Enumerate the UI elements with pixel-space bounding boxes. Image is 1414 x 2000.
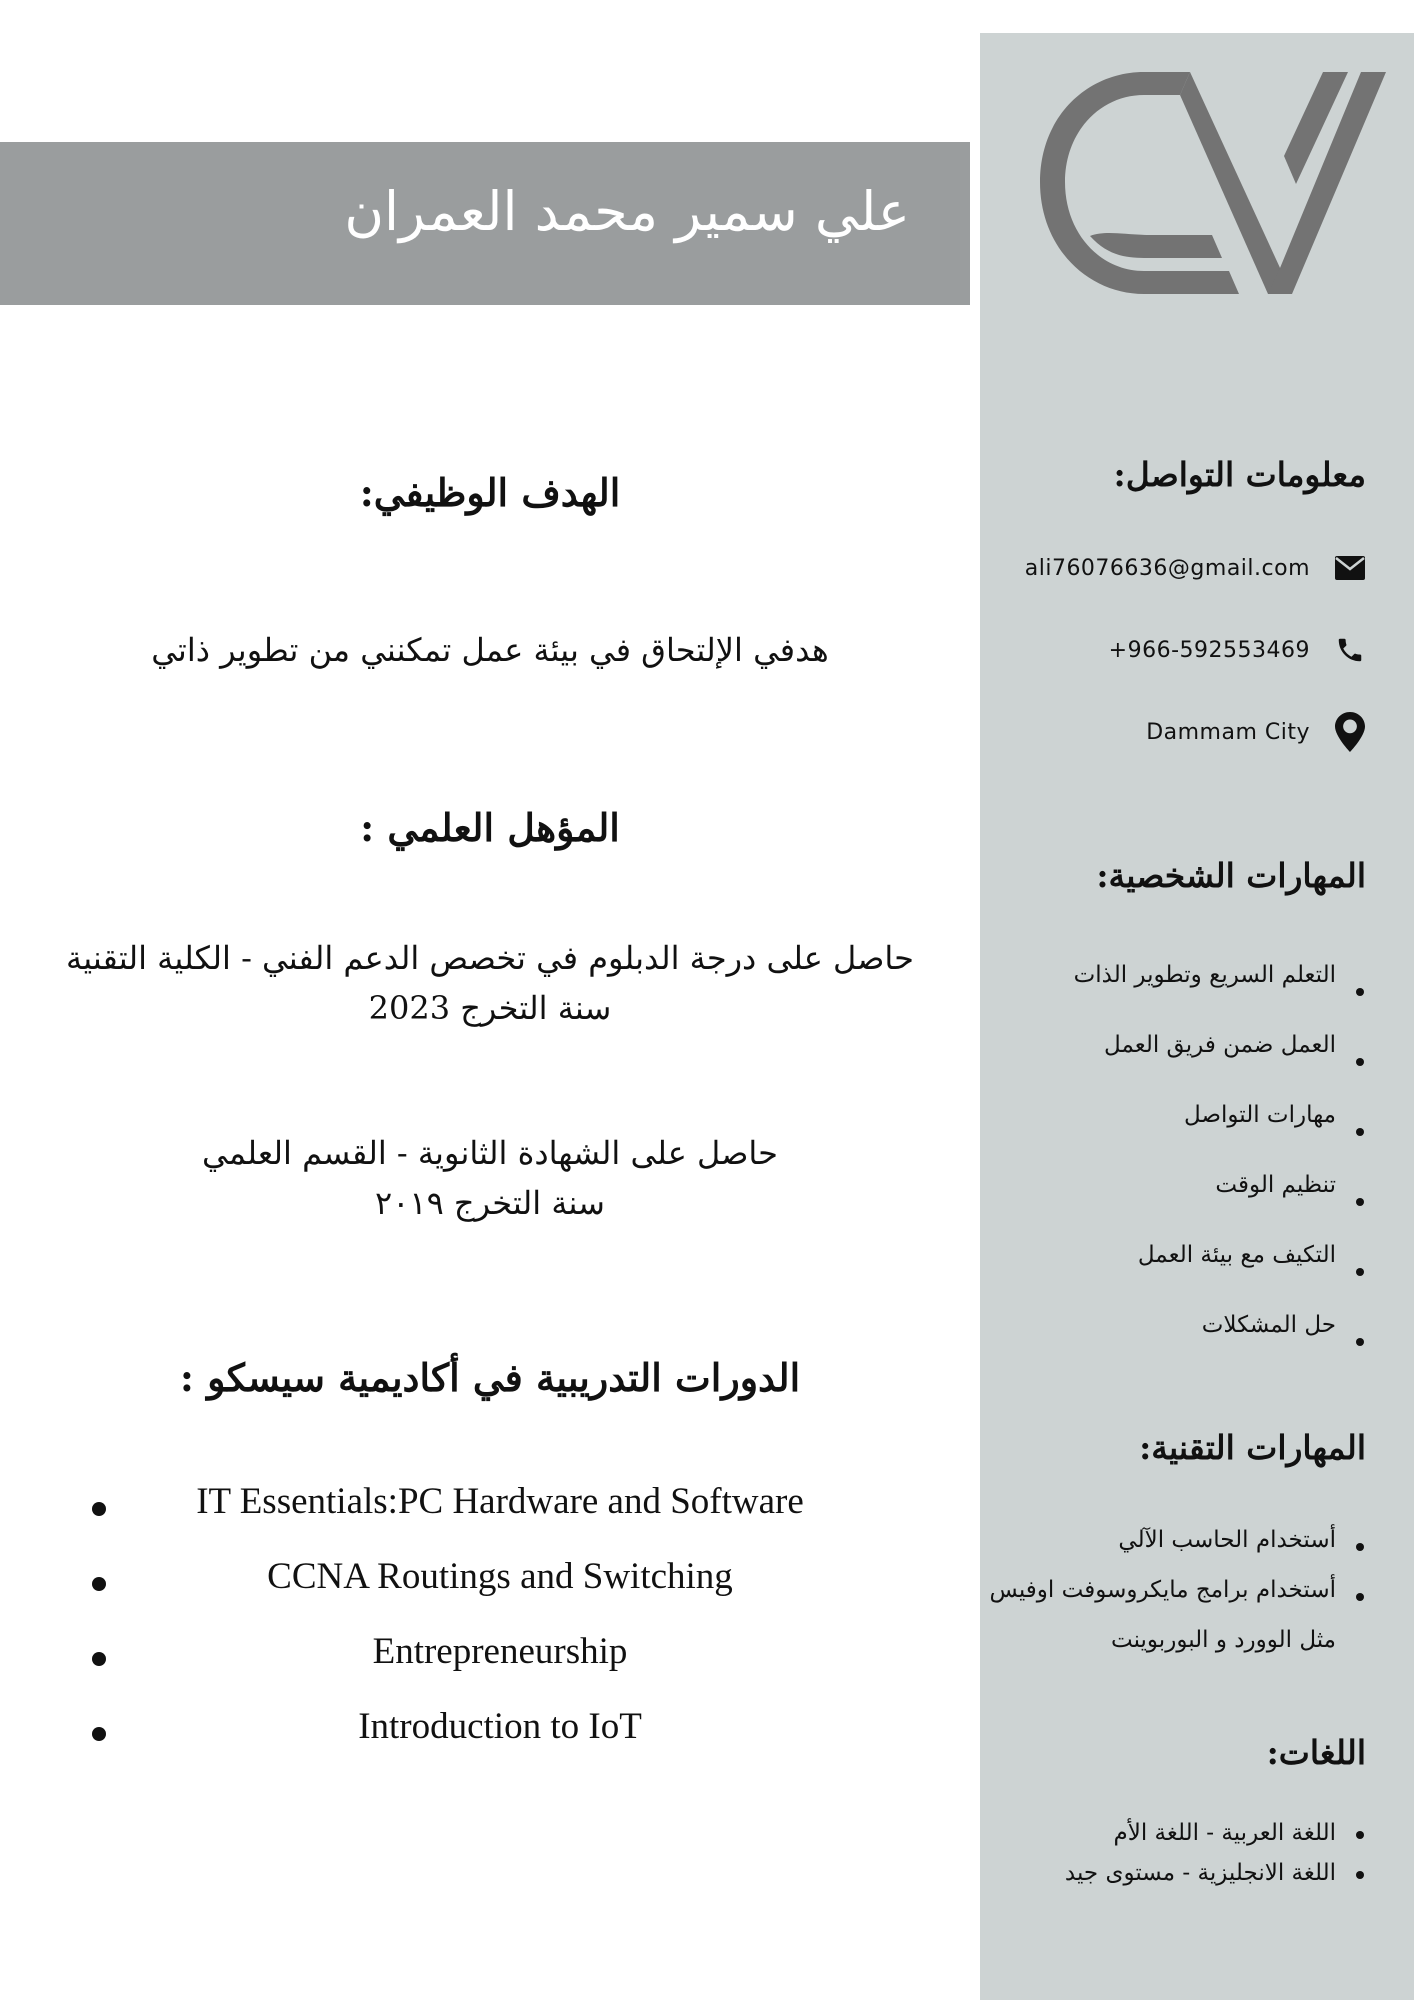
education-entry-line1: حاصل على الشهادة الثانوية - القسم العلمي [202, 1134, 778, 1172]
courses-section [40, 1355, 940, 1400]
phone-icon [1334, 634, 1366, 666]
skill-item: أستخدام برامج مايكروسوفت اوفيس [990, 1570, 1366, 1620]
education-entry [40, 1128, 940, 1228]
bullet-icon [92, 1652, 106, 1666]
envelope-icon [1334, 552, 1366, 584]
courses-list [80, 1480, 880, 1780]
course-item [80, 1480, 880, 1555]
email-text[interactable]: ali76076636@gmail.com [1024, 555, 1310, 581]
language-item: اللغة العربية - اللغة الأم [1065, 1813, 1366, 1853]
name-banner [0, 142, 970, 305]
full-name: علي سمير محمد العمران [344, 180, 910, 243]
course-name: Introduction to IoT [358, 1706, 642, 1747]
objective-body [40, 625, 940, 675]
personal-skills-title: المهارات الشخصية: [1096, 856, 1366, 895]
objective-section [40, 470, 940, 515]
course-name: CCNA Routings and Switching [267, 1556, 733, 1597]
skill-item: العمل ضمن فريق العمل [1074, 1025, 1366, 1095]
education-title: المؤهل العلمي : [360, 805, 620, 850]
map-pin-icon [1334, 716, 1366, 748]
skill-item-continuation: مثل الوورد و البوربوينت [1111, 1627, 1336, 1653]
course-name: IT Essentials:PC Hardware and Software [196, 1481, 804, 1522]
skill-item: مهارات التواصل [1074, 1095, 1366, 1165]
education-entry-line2: سنة التخرج 2023 [368, 989, 612, 1027]
objective-text: هدفي الإلتحاق في بيئة عمل تمكنني من تطوير ذاتي [151, 631, 829, 669]
personal-skills-list [1074, 955, 1366, 1375]
education-section [40, 805, 940, 850]
bullet-icon [92, 1577, 106, 1591]
skill-item: أستخدام الحاسب الآلي [990, 1520, 1366, 1570]
phone-text[interactable]: +966-592553469 [1108, 637, 1310, 663]
bullet-icon [92, 1502, 106, 1516]
bullet-icon [92, 1727, 106, 1741]
location-text: Dammam City [1146, 719, 1310, 745]
education-entry [40, 933, 940, 1033]
course-name: Entrepreneurship [372, 1631, 628, 1672]
technical-skills-title: المهارات التقنية: [1139, 1428, 1366, 1467]
skill-item: حل المشكلات [1074, 1305, 1366, 1375]
cv-logo-icon [1040, 68, 1388, 298]
contact-location [1146, 716, 1366, 748]
languages-list [1065, 1813, 1366, 1893]
courses-title: الدورات التدريبية في أكاديمية سيسكو : [179, 1355, 801, 1400]
contact-email[interactable] [1025, 552, 1366, 584]
contact-title: معلومات التواصل: [1113, 455, 1366, 494]
skill-item: التكيف مع بيئة العمل [1074, 1235, 1366, 1305]
education-entry-line2: سنة التخرج ٢٠١٩ [375, 1184, 605, 1222]
education-entry-line1: حاصل على درجة الدبلوم في تخصص الدعم الفني - الكلية التقنية [66, 939, 914, 977]
course-item [80, 1555, 880, 1630]
skill-item: التعلم السريع وتطوير الذات [1074, 955, 1366, 1025]
technical-skills-list [990, 1520, 1366, 1670]
contact-phone[interactable] [1109, 634, 1366, 666]
skill-item: تنظيم الوقت [1074, 1165, 1366, 1235]
course-item [80, 1705, 880, 1780]
course-item [80, 1630, 880, 1705]
language-item: اللغة الانجليزية - مستوى جيد [1065, 1853, 1366, 1893]
objective-title: الهدف الوظيفي: [359, 470, 621, 515]
languages-title: اللغات: [1266, 1733, 1366, 1772]
